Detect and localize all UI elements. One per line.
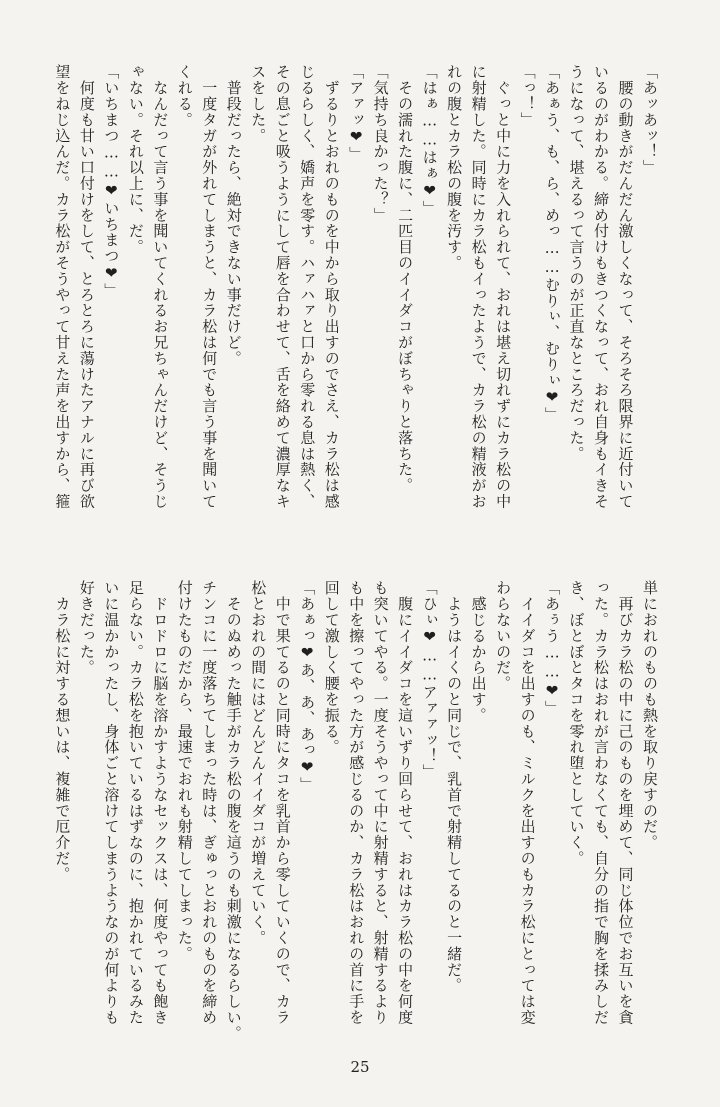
text-line: も突いてやる。一度そうやって中に射精すると、射精するより bbox=[371, 580, 390, 1026]
text-line: 回して激しく腰を振る。 bbox=[322, 580, 341, 755]
text-line: 何度も甘い口付けをして、とろとろに蕩けたアナルに再び欲 bbox=[77, 64, 96, 510]
text-line: イイダコを出すのも、ミルクを出すのもカラ松にとっては変 bbox=[518, 580, 537, 1026]
text-line: 腹にイイダコを這いずり回らせて、おれはカラ松の中を何度 bbox=[396, 580, 415, 1026]
text-line: も中を擦ってやった方が感じるのか、カラ松はおれの首に手を bbox=[347, 580, 366, 1026]
text-line: カラ松に対する想いは、複雑で厄介だ。 bbox=[53, 580, 72, 883]
text-line: ようはイくのと同じで、乳首で射精してるのと一緒だ。 bbox=[445, 580, 464, 994]
text-line: 「はぁ……はぁ❤」 bbox=[420, 64, 439, 217]
text-line: 中で果てるのと同時にタコを乳首から零していくので、カラ bbox=[273, 580, 292, 1026]
text-line: いに温かかったし、身体ごと溶けてしまうようなのが何よりも bbox=[102, 580, 121, 1026]
upper-text-block bbox=[50, 64, 662, 532]
text-line: き、ぼとぼとタコを零れ堕としていく。 bbox=[567, 580, 586, 867]
text-line: ずるりとおれのものを中から取り出すのでさえ、カラ松は感 bbox=[322, 64, 341, 510]
text-line: その濡れた腹に、二匹目のイイダコがぼちゃりと落ちた。 bbox=[396, 64, 415, 494]
text-line: ドロドロに脳を溶かすようなセックスは、何度やっても飽き bbox=[151, 580, 170, 1026]
text-line: ぐっと中に力を入れられて、おれは堪え切れずにカラ松の中 bbox=[494, 64, 513, 510]
text-line: 一度タガが外れてしまうと、カラ松は何でも言う事を聞いて bbox=[200, 64, 219, 510]
text-line: なんだって言う事を聞いてくれるお兄ちゃんだけど、そうじ bbox=[151, 64, 170, 510]
text-line: 「気持ち良かった？」 bbox=[371, 64, 390, 223]
text-line: った。カラ松はおれが言わなくても、自分の指で胸を揉みしだ bbox=[592, 580, 611, 1026]
text-line: 「あぁっ❤あ、あ、あっ❤」 bbox=[298, 580, 317, 793]
text-line: れの腹とカラ松の腹を汚す。 bbox=[445, 64, 464, 271]
text-line: 望をねじ込んだ。カラ松がそうやって甘えた声を出すから、箍 bbox=[53, 64, 72, 510]
text-line: 「アァッ❤」 bbox=[347, 64, 366, 163]
text-line: 付けたものだから、最速でおれも射精してしまった。 bbox=[175, 580, 194, 962]
text-line: 足らない。カラ松を抱いているはずなのに、抱かれているみた bbox=[126, 580, 145, 1026]
lower-text-block bbox=[50, 580, 662, 1050]
text-line: 「あぅう……❤」 bbox=[543, 580, 562, 717]
text-line: 松とおれの間にはどんどんイイダコが増えていく。 bbox=[249, 580, 268, 946]
text-line: 「いちまつ……❤いちまつ❤」 bbox=[102, 64, 121, 299]
text-line: 「っ！」 bbox=[518, 64, 537, 128]
text-line: スをした。 bbox=[249, 64, 268, 144]
text-line: 普段だったら、絶対できない事だけど。 bbox=[224, 64, 243, 367]
text-line: 「あッあッ！」 bbox=[641, 64, 659, 176]
text-line: くれる。 bbox=[175, 64, 194, 128]
text-line: わらないのだ。 bbox=[494, 580, 513, 692]
text-line: 単におれのものも熱を取り戻すのだ。 bbox=[641, 580, 659, 851]
text-line: そのぬめった触手がカラ松の腹を這うのも刺激になるらしい。 bbox=[224, 580, 243, 1042]
text-line: ゃない。それ以上に、だ。 bbox=[126, 64, 145, 255]
text-line: 好きだった。 bbox=[77, 580, 96, 676]
text-line: うになって、堪えるって言うのが正直なところだった。 bbox=[567, 64, 586, 462]
text-line: いるのがわかる。締め付けもきつくなって、おれ自身もイきそ bbox=[592, 64, 611, 510]
text-line: 「あぁう、も、ら、めっ……むりぃ、むりぃ❤」 bbox=[543, 64, 562, 423]
page-number: 25 bbox=[350, 1058, 370, 1076]
text-line: チンコに一度落ちてしまった時は、ぎゅっとおれのものを締め bbox=[200, 580, 219, 1026]
text-line: 「ひぃ❤……アァァッ！」 bbox=[420, 580, 439, 780]
text-line: 腰の動きがだんだん激しくなって、そろそろ限界に近付いて bbox=[616, 64, 635, 510]
text-line: 再びカラ松の中に己のものを埋めて、同じ体位でお互いを貪 bbox=[616, 580, 635, 1026]
text-line: に射精した。同時にカラ松もイったようで、カラ松の精液がお bbox=[469, 64, 488, 510]
text-line: 感じるから出す。 bbox=[469, 580, 488, 724]
text-line: じるらしく、嬌声を零す。ハァハァと口から零れる息は熱く、 bbox=[298, 64, 317, 510]
text-line: その息ごと吸うようにして唇を合わせて、舌を絡めて濃厚なキ bbox=[273, 64, 292, 510]
